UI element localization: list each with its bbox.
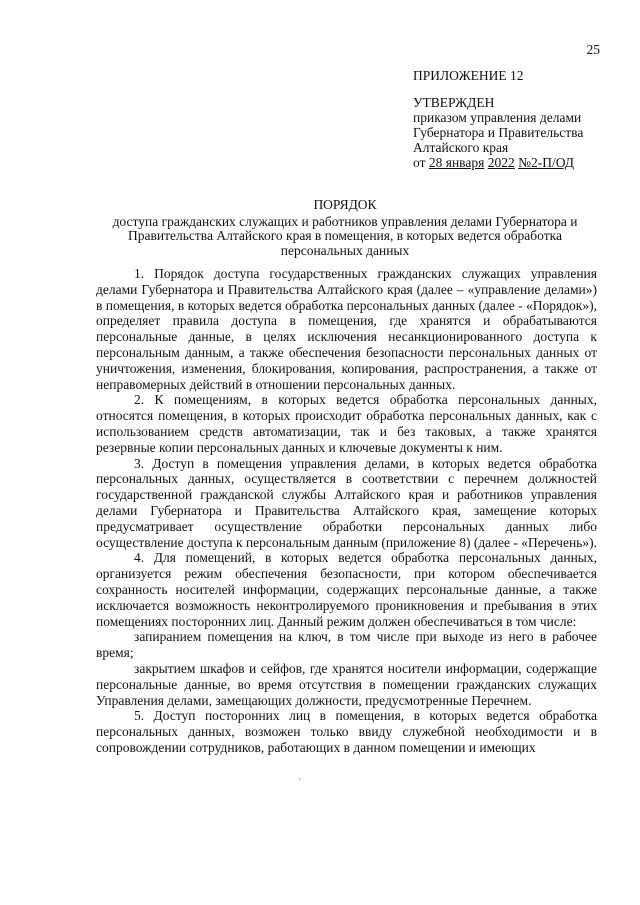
order-line: Губернатора и Правительства xyxy=(413,125,584,140)
order-date: 28 января xyxy=(428,155,485,170)
approval-block xyxy=(413,68,613,170)
annex-label: ПРИЛОЖЕНИЕ 12 xyxy=(413,68,524,83)
paragraph: запиранием помещения на ключ, в том числе при выходе из него в рабочее время; xyxy=(96,629,597,661)
paragraph: 5. Доступ посторонних лиц в помещения, в которых ведется обработка персональных данных, возможен только ввиду служебной необходимости и в сопровождении сотрудников, работающих в данном помещении и имеющих xyxy=(96,708,597,755)
document-subtitle: доступа гражданских служащих и работников управления делами Губернатора и Правительства Алтайского края в помещения, в которых ведется обработка персональных данных xyxy=(112,213,578,258)
paragraph: 1. Порядок доступа государственных гражданских служащих управления делами Губернатора и Правительства Алтайского края (далее – «управление делами») в помещения, в которых ведется обработка персональных данных (далее - «Порядок»), определяет правила доступа в помещения, где хранятся и обрабатываются персональные данные, в целях исключения несанкционированного доступа к персональным данным, а также обеспечения безопасности персональных данных от уничтожения, изменения, блокирования, копирования, распространения, а также от неправомерных действий в отношении персональных данных. xyxy=(96,266,597,392)
order-line: Алтайского края xyxy=(413,140,509,155)
page-number: 25 xyxy=(586,42,600,57)
order-line: приказом управления делами xyxy=(413,110,582,125)
document-heading xyxy=(95,198,595,258)
paragraph: 3. Доступ в помещения управления делами, в которых ведется обработка персональных данных, осуществляется в соответствии с перечнем должностей государственной гражданской службы Алтайского края и работников управления делами Губернатора и Правительства Алтайского края, замещение которых предусматривает осуществление обработки персональных данных либо осуществление доступа к персональным данным (приложение 8) (далее - «Перечень»). xyxy=(96,455,597,550)
order-number: №2-П/ОД xyxy=(518,155,574,170)
scan-speck: ` xyxy=(298,778,302,789)
approved-label: УТВЕРЖДЕН xyxy=(413,95,495,110)
document-title: ПОРЯДОК xyxy=(313,197,377,212)
paragraph: 2. К помещениям, в которых ведется обработка персональных данных, относятся помещения, в которых происходит обработка персональных данных, как с использованием средств автоматизации, так и без таковых, а также хранятся резервные копии персональных данных и ключевые документы к ним. xyxy=(96,392,597,455)
document-body xyxy=(96,266,597,756)
order-date-line xyxy=(413,155,613,170)
order-year: 2022 xyxy=(487,155,515,170)
paragraph: закрытием шкафов и сейфов, где хранятся носители информации, содержащие персональные данные, во время отсутствия в помещении гражданских служащих Управления делами, замещающих должности, предусмотренные Перечнем. xyxy=(96,660,597,708)
paragraph: 4. Для помещений, в которых ведется обработка персональных данных, организуется режим обеспечения безопасности, при котором обеспечивается сохранность носителей информации, содержащих персональные данные, а также исключается возможность неконтролируемого проникновения и пребывания в этих помещениях посторонних лиц. Данный режим должен обеспечиваться в том числе: xyxy=(96,550,597,629)
date-prefix: от xyxy=(413,155,426,170)
